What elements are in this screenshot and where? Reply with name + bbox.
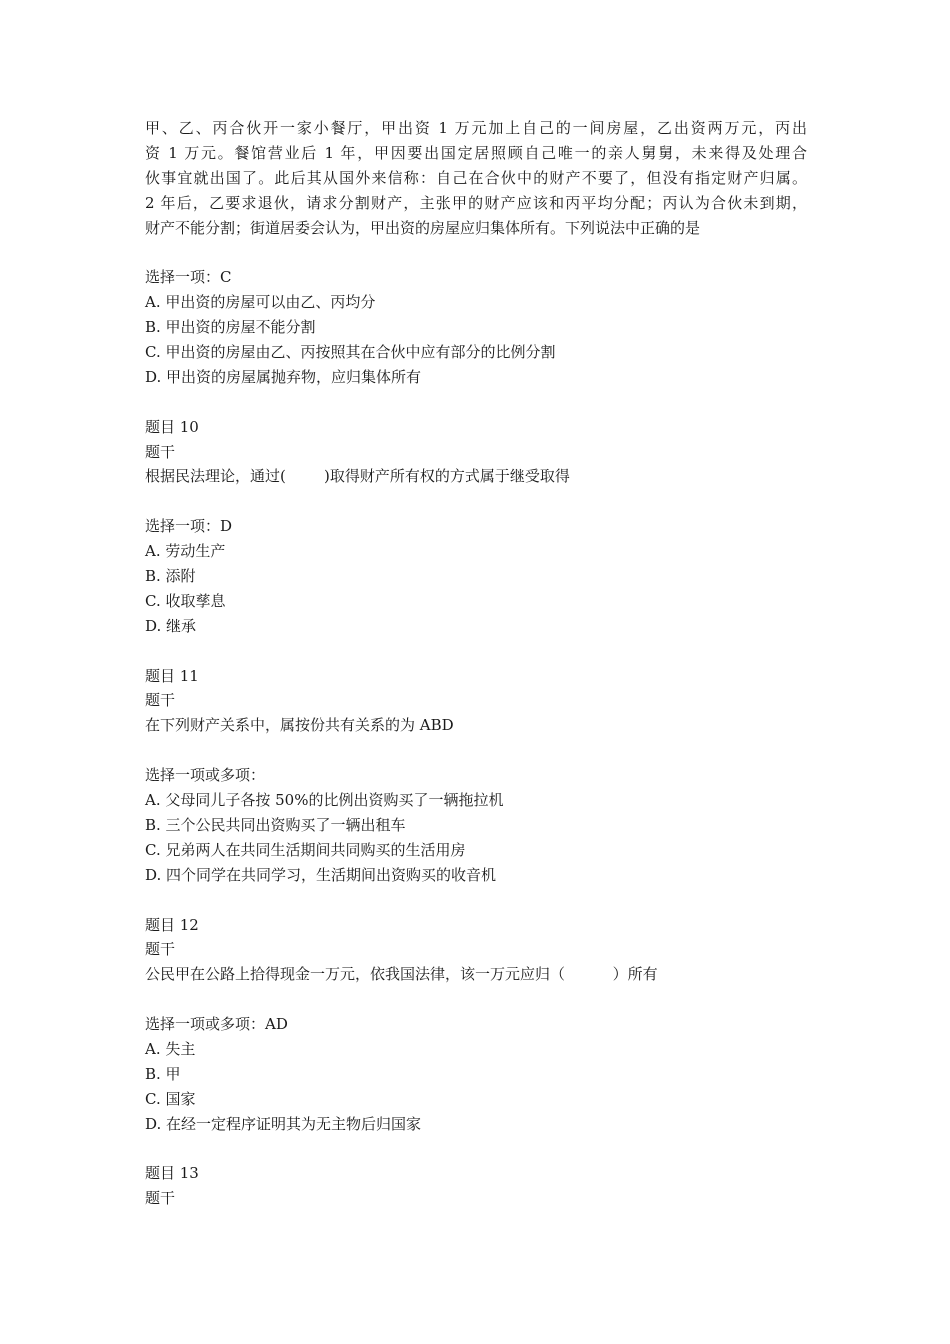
question-stem: 公民甲在公路上拾得现金一万元，依我国法律，该一万元应归（ ）所有	[145, 965, 658, 984]
question-label: 题干	[145, 691, 176, 710]
option-b: B. 三个公民共同出资购买了一辆出租车	[145, 815, 406, 834]
option-d: D. 在经一定程序证明其为无主物后归国家	[145, 1114, 422, 1133]
option-b: B. 甲出资的房屋不能分割	[145, 318, 316, 337]
stem-line: 资 1 万元。餐馆营业后 1 年，甲因要出国定居照顾自己唯一的亲人舅舅，未来得及处理合	[145, 143, 807, 162]
spacer	[145, 390, 807, 415]
question-number: 题目 12	[145, 915, 199, 934]
question-stem: 在下列财产关系中，属按份共有关系的为 ABD	[145, 716, 454, 735]
spacer	[145, 639, 807, 664]
question-number: 题目 11	[145, 666, 199, 685]
option-b: B. 甲	[145, 1064, 181, 1083]
choice-prompt: 选择一项：C	[145, 268, 232, 287]
option-d: D. 继承	[145, 616, 197, 635]
choice-prompt: 选择一项或多项：	[145, 766, 266, 785]
spacer	[145, 888, 807, 913]
option-c: C. 收取孳息	[145, 591, 226, 610]
question-stem: 根据民法理论，通过( )取得财产所有权的方式属于继受取得	[145, 467, 570, 486]
question-number: 题目 13	[145, 1164, 199, 1183]
option-a: A. 失主	[145, 1039, 196, 1058]
question-label: 题干	[145, 442, 176, 461]
option-d: D. 四个同学在共同学习，生活期间出资购买的收音机	[145, 865, 497, 884]
option-b: B. 添附	[145, 567, 196, 586]
stem-line: 2 年后，乙要求退伙，请求分割财产，主张甲的财产应该和丙平均分配；丙认为合伙未到期，	[145, 193, 807, 212]
choice-prompt: 选择一项：D	[145, 517, 233, 536]
option-a: A. 父母同儿子各按 50%的比例出资购买了一辆拖拉机	[145, 791, 504, 810]
stem-line: 伙事宜就出国了。此后其从国外来信称：自己在合伙中的财产不要了，但没有指定财产归属。	[145, 168, 807, 187]
spacer	[145, 240, 807, 265]
stem-line: 甲、乙、丙合伙开一家小餐厅，甲出资 1 万元加上自己的一间房屋，乙出资两万元，丙出	[145, 119, 807, 137]
option-a: A. 甲出资的房屋可以由乙、丙均分	[145, 293, 376, 312]
question-label: 题干	[145, 1189, 176, 1208]
spacer	[145, 738, 807, 763]
option-d: D. 甲出资的房屋属抛弃物，应归集体所有	[145, 367, 422, 386]
spacer	[145, 489, 807, 514]
option-c: C. 兄弟两人在共同生活期间共同购买的生活用房	[145, 840, 466, 859]
question-number: 题目 10	[145, 417, 199, 436]
option-a: A. 劳动生产	[145, 542, 226, 561]
option-c: C. 国家	[145, 1089, 196, 1108]
spacer	[145, 1137, 807, 1162]
document-page	[145, 116, 807, 1211]
option-c: C. 甲出资的房屋由乙、丙按照其在合伙中应有部分的比例分割	[145, 343, 556, 362]
question-label: 题干	[145, 940, 176, 959]
stem-line: 财产不能分割；街道居委会认为，甲出资的房屋应归集体所有。下列说法中正确的是	[145, 218, 701, 237]
question-stem	[145, 116, 807, 240]
spacer	[145, 987, 807, 1012]
choice-prompt: 选择一项或多项：AD	[145, 1015, 288, 1034]
